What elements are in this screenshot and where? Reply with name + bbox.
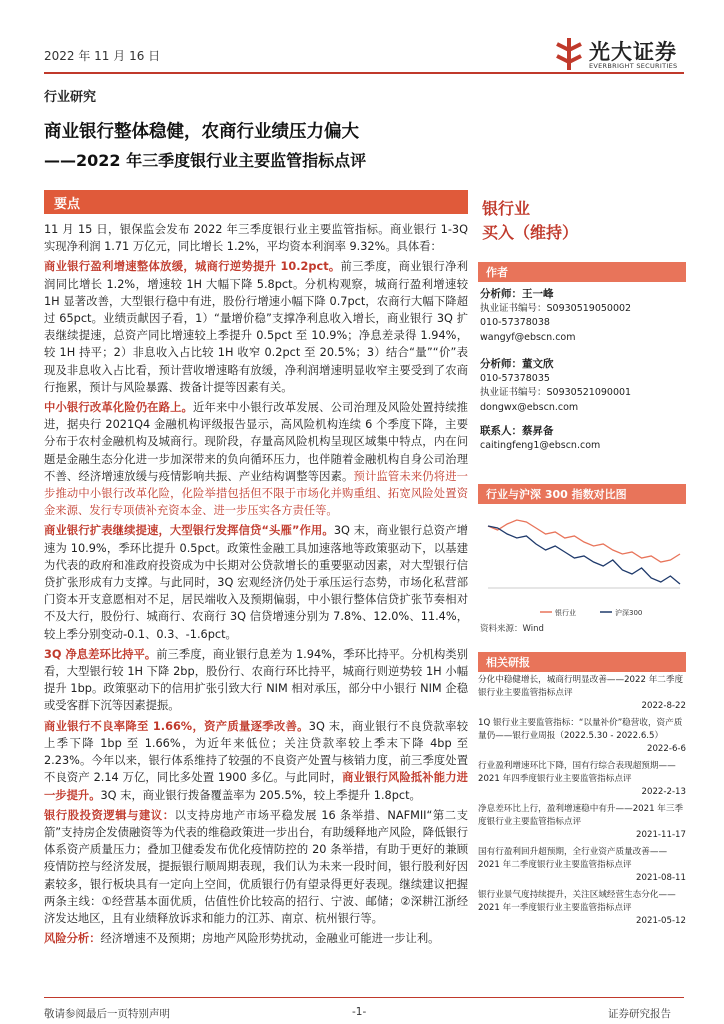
para-4 — [44, 522, 468, 642]
chart-bar — [478, 484, 686, 504]
related-item-0[interactable] — [478, 674, 686, 713]
author-bar — [478, 262, 686, 282]
para-7-highlight: 银行股投资逻辑与建议： — [44, 808, 175, 822]
related-item-2-title: 行业盈利增速环比下降，国有行综合表现超预期——2021 年四季度银行业主要监管指标点评 — [478, 761, 676, 784]
analyst-1-cert: 执业证书编号：S0930519050002 — [480, 302, 632, 314]
analyst-2-email[interactable]: dongwx@ebscn.com — [480, 401, 579, 413]
analyst-1-email[interactable]: wangyf@ebscn.com — [480, 331, 576, 343]
para-5-highlight: 3Q 净息差环比持平。 — [44, 647, 157, 661]
para-6-text: 3Q 末，商业银行不良贷款率较上季下降 1bp 至 1.66%，为近年来低位；关注贷款率较上季末下降 4bp 至 2.23%。今年以来，银行体系维持了较强的不良资产处置与核销力度，前三季度处置不良资产 2.14 万亿，同比多处置 1900 多亿。与此同时， — [44, 719, 468, 785]
related-item-2-date: 2022-2-13 — [641, 787, 686, 797]
key-points-label: 要点 — [54, 197, 81, 212]
footer-disclaimer[interactable]: 敬请参阅最后一页特别声明 — [44, 1008, 170, 1020]
chart-source: 资料来源：Wind — [480, 624, 544, 634]
chart-label: 行业与沪深 300 指数对比图 — [486, 488, 627, 501]
author-label: 作者 — [486, 266, 508, 279]
report-subtitle: ——2022 年三季度银行业主要监管指标点评 — [44, 151, 367, 170]
para-1-text: 11 月 15 日，银保监会发布 2022 年三季度银行业主要监管指标。商业银行 1-3Q 实现净利润 1.71 万亿元，同比增长 1.2%，平均资本利润率 9.32%。具体看： — [44, 223, 468, 254]
related-item-1[interactable] — [478, 717, 686, 756]
analyst-2-name: 分析师：董文欣 — [480, 358, 554, 370]
para-5 — [44, 646, 468, 715]
related-item-0-date: 2022-8-22 — [641, 701, 686, 711]
related-item-3-date: 2021-11-17 — [636, 830, 686, 840]
para-2-text: 前三季度，商业银行净利润同比增长 1.2%，增速较 1H 大幅下降 5.8pct。分机构观察，城商行盈利增速较 1H 显著改善，大型银行稳中有进，股份行增速小幅下降 0.7pct，农商行大幅下降超过 65pct。业绩贡献因子看，1）“量增价稳”支撑净利息收入增长，商业银行 3Q 扩表继续提速，总资产同比增速较上季提升 0.5pct 至 10.9%；净息差录得 1.94%，较 1H 持平；2）非息收入占比较 1H 收窄 0.2pct 至 20.5%；3）结合“量”“价”表现及非息收入占比看，预计营收增速略有放缓，净利润增速明显收窄主要受到了农商行拖累，预计与风险暴露、拨备计提等因素有关。 — [44, 260, 468, 394]
para-3-red: 预计监管未来仍将进一步推动中小银行改革化险，化险举措包括但不限于市场化并购重组、拓宽风险处置资金来源、发行专项债补充资本金、进一步压实各方责任等。 — [44, 469, 468, 518]
para-2 — [44, 258, 468, 396]
analyst-1-name: 分析师：王一峰 — [480, 288, 554, 300]
para-2-highlight: 商业银行盈利增速整体放缓，城商行逆势提升 10.2pct。 — [44, 260, 341, 274]
related-item-0-title: 分化中稳健增长，城商行明显改善——2022 年二季度银行业主要监管指标点评 — [478, 675, 684, 698]
related-item-1-title: 1Q 银行业主要监管指标：“以量补价”稳营收，资产质量仍——银行业周报（2022.5.30 - 2022.6.5） — [478, 718, 683, 741]
industry-name: 银行业 — [482, 199, 531, 218]
related-item-5-date: 2021-05-12 — [636, 916, 686, 926]
para-5-text: 前三季度，商业银行息差为 1.94%，季环比持平。分机构类别看，大型银行较 1H 下降 2bp，股份行、农商行环比持平，城商行则逆势较 1H 小幅提升 1bp。政策驱动下的信用扩张引致大行 NIM 相对承压，部分中小银行 NIM 企稳或受客群下沉等因素提振。 — [44, 647, 468, 713]
comparison-chart — [480, 510, 685, 622]
header-divider — [44, 72, 684, 74]
analyst-2-phone: 010-57378035 — [480, 372, 550, 384]
related-label: 相关研报 — [486, 656, 530, 669]
related-item-3[interactable] — [478, 803, 686, 842]
para-8 — [44, 930, 468, 947]
logo-cn: 光大证券 — [589, 40, 677, 64]
contact — [480, 424, 690, 453]
analyst-2 — [480, 357, 690, 415]
para-4-text: 3Q 末，商业银行总资产增速为 10.9%，季环比提升 0.5pct。政策性金融工具加速落地等政策驱动下，以基建为代表的政府和准政府投资成为中长期对公贷款增长的重要驱动因素，对大型银行信贷扩张形成有力支撑。与此同时，3Q 宏观经济仍处于承压运行态势，市场化私营部门资本开支意愿相对不足，居民端收入及预期偏弱，中小银行整体信贷扩张节奏相对不及大行，股份行、城商行、农商行 3Q 信贷增速分别为 7.8%、12.0%、11.4%，较上季分别变动-0.1、0.3、-1.6pct。 — [44, 524, 468, 641]
logo-icon — [555, 38, 583, 70]
analyst-1 — [480, 287, 690, 345]
report-body — [44, 221, 468, 950]
contact-name: 联系人：蔡昇备 — [480, 425, 554, 437]
para-8-text: 经济增速不及预期；房地产风险形势扰动，金融业可能进一步让利。 — [100, 932, 440, 946]
footer-divider — [44, 997, 684, 998]
para-3 — [44, 399, 468, 519]
para-6-highlight: 商业银行不良率降至 1.66%，资产质量逐季改善。 — [44, 719, 309, 733]
para-4-highlight: 商业银行扩表继续提速，大型银行发挥信贷“头雁”作用。 — [44, 524, 334, 538]
analyst-1-phone: 010-57378038 — [480, 317, 550, 328]
legend-label-0: 银行业 — [555, 609, 576, 617]
footer-report-type: 证券研究报告 — [608, 1008, 671, 1020]
related-bar — [478, 652, 686, 672]
chart-series-1 — [488, 526, 680, 584]
para-6 — [44, 718, 468, 804]
report-date: 2022 年 11 月 16 日 — [44, 49, 161, 63]
related-item-5[interactable] — [478, 889, 686, 928]
rating: 买入（维持） — [482, 223, 579, 242]
para-7-text: 以支持房地产市场平稳发展 16 条举措、NAFMII“第二支箭”支持房企发债融资等为代表的维稳政策进一步出台，有助缓释地产风险，降低银行体系资产质量压力；叠加卫健委发布优化疫情防控的 20 条举措，有助于更好的兼顾疫情防控与经济发展，提振银行顺周期表现，我们认为未来一段时间，银行股利好因素较多，银行板块具有一定向上空间，优质银行仍有望录得更好表现。继续建议把握两条主线：①经营基本面优质，估值性价比较高的招行、宁波、邮储；②深耕江浙经济发达地区，且有业绩释放诉求和能力的江苏、南京、杭州银行等。 — [44, 808, 468, 925]
related-item-4-date: 2021-08-11 — [636, 873, 686, 883]
para-8-highlight: 风险分析： — [44, 932, 101, 946]
para-6-highlight-2: 商业银行风险抵补能力进一步提升。 — [44, 771, 468, 802]
key-points-bar — [44, 190, 468, 214]
para-3-highlight: 中小银行改革化险仍在路上。 — [44, 401, 194, 415]
related-item-4[interactable] — [478, 846, 686, 885]
related-item-1-date: 2022-6-6 — [646, 744, 686, 754]
contact-email[interactable]: caitingfeng1@ebscn.com — [480, 439, 601, 451]
report-category: 行业研究 — [44, 90, 97, 105]
related-item-4-title: 国有行盈利回升超预期，全行业资产质量改善——2021 年二季度银行业主要监管指标点评 — [478, 847, 668, 870]
para-3-text: 近年来中小银行改革发展、公司治理及风险处置持续推进，据央行 2021Q4 金融机构评级报告显示，高风险机构连续 6 个季度下降，主要分布于农村金融机构及城商行。现阶段，存量高风险机构呈现区域集中特点，内在问题是金融生态分化进一步加深带来的负向循环压力，也伴随着金融机构自身公司治理不善、经济增速放缓与疫情影响共振、产业结构调整等因素。 — [44, 401, 468, 483]
report-title: 商业银行整体稳健，农商行业绩压力偏大 — [44, 122, 359, 142]
para-7 — [44, 807, 468, 927]
legend-label-1: 沪深300 — [615, 609, 643, 617]
related-item-2[interactable] — [478, 760, 686, 799]
related-item-3-title: 净息差环比上行，盈利增速稳中有升——2021 年三季度银行业主要监管指标点评 — [478, 804, 684, 827]
para-6-tail: 3Q 末，商业银行拨备覆盖率为 205.5%，较上季提升 1.8pct。 — [100, 788, 421, 802]
analyst-2-cert: 执业证书编号：S0930521090001 — [480, 387, 632, 398]
related-item-5-title: 银行业景气度持续提升，关注区域经营生态分化——2021 年一季度银行业主要监管指标点评 — [478, 890, 676, 913]
logo-en: EVERBRIGHT SECURITIES — [589, 62, 678, 70]
company-logo — [555, 36, 685, 76]
para-1 — [44, 221, 468, 255]
related-list — [478, 674, 686, 928]
page-number: -1- — [352, 1006, 367, 1018]
